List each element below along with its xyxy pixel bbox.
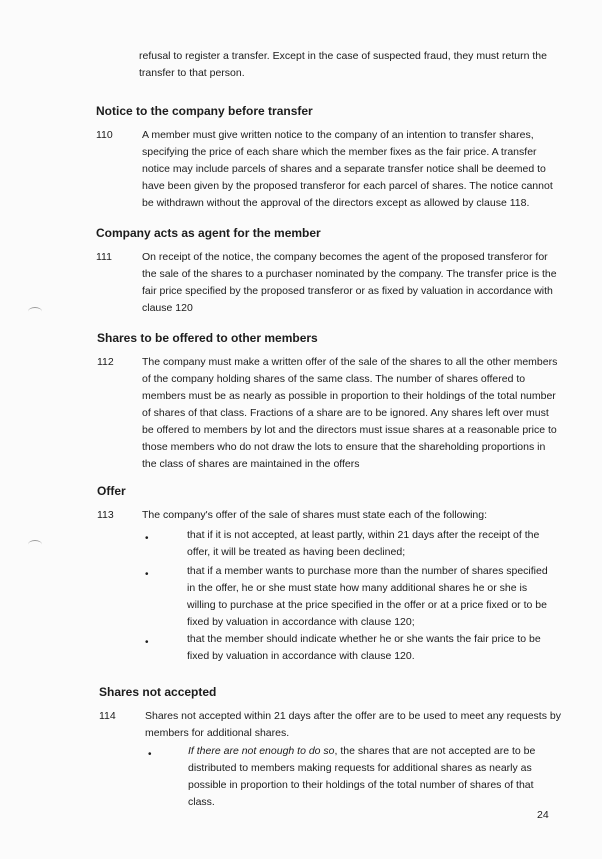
clause-text-113: The company's offer of the sale of shares must state each of the following: <box>142 509 487 521</box>
margin-mark <box>28 540 42 549</box>
clause-text-112: The company must make a written offer of the sale of the shares to all the other members of the company holding shares of the same class. The number of shares offered to members must be as nearly as possible in proportion to their holdings of the total number of shares of that class. Fractions of a share are to be ignored. Any shares left over must be offered to members by lot and the directors must issue shares at a reasonable price to those members who do not draw the lots to ensure that the shareholding proportions in the class of shares are maintained in the offers <box>142 356 558 470</box>
heading-shares-not-accepted: Shares not accepted <box>99 685 217 699</box>
bullet-point: • <box>145 569 149 580</box>
clause-number-114: 114 <box>99 710 116 722</box>
heading-offer: Offer <box>97 484 126 498</box>
clause-text-110: A member must give written notice to the company of an intention to transfer shares, specifying the price of each share which the member fixes as the fair price. A transfer notice may include parcels of shares and a separate transfer notice shall be deemed to have been given by the proposed transferor for each parcel of shares. The notice cannot be withdrawn without the approval of the directors except as allowed by clause 118. <box>142 129 553 209</box>
offer-item-3: that the member should indicate whether he or she wants the fair price to be fixed by valuation in accordance with clause 120. <box>187 633 541 662</box>
heading-shares-offered: Shares to be offered to other members <box>97 331 318 345</box>
clause-text-114: Shares not accepted within 21 days after the offer are to be used to meet any requests by members for additional shares. <box>145 710 561 739</box>
clause-number-110: 110 <box>96 129 113 141</box>
unaccepted-shares-item <box>188 743 548 811</box>
bullet-point: • <box>145 637 149 648</box>
offer-item-2: that if a member wants to purchase more than the number of shares specified in the offer, he or she must state how many additional shares he or she is willing to purchase at the price specified in the offer or at a price fixed or to be fixed by valuation in accordance with clause 120; <box>187 565 548 628</box>
page-number: 24 <box>537 809 549 821</box>
item-rest: , the shares that are not accepted are to be distributed to members making requests for additional shares as nearly as possible in proportion to their holdings of the total number of shares of that class. <box>188 745 536 808</box>
heading-company-acts-as-agent: Company acts as agent for the member <box>96 226 321 240</box>
italic-lead: If there are not enough to do so <box>188 745 335 757</box>
clause-number-113: 113 <box>97 509 114 521</box>
clause-number-112: 112 <box>97 356 114 368</box>
heading-notice-before-transfer: Notice to the company before transfer <box>96 104 313 118</box>
offer-item-1: that if it is not accepted, at least partly, within 21 days after the receipt of the offer, it will be treated as having been declined; <box>187 529 540 558</box>
clause-text-111: On receipt of the notice, the company becomes the agent of the proposed transferor for the sale of the shares to a purchaser nominated by the company. The transfer price is the fair price specified by the proposed transferor or as fixed by valuation in accordance with clause 120 <box>142 251 557 314</box>
bullet-point: • <box>145 533 149 544</box>
bullet-point: • <box>148 749 152 760</box>
margin-mark <box>28 307 42 316</box>
continuation-paragraph: refusal to register a transfer. Except in the case of suspected fraud, they must return the transfer to that person. <box>139 50 547 79</box>
clause-number-111: 111 <box>96 251 112 263</box>
